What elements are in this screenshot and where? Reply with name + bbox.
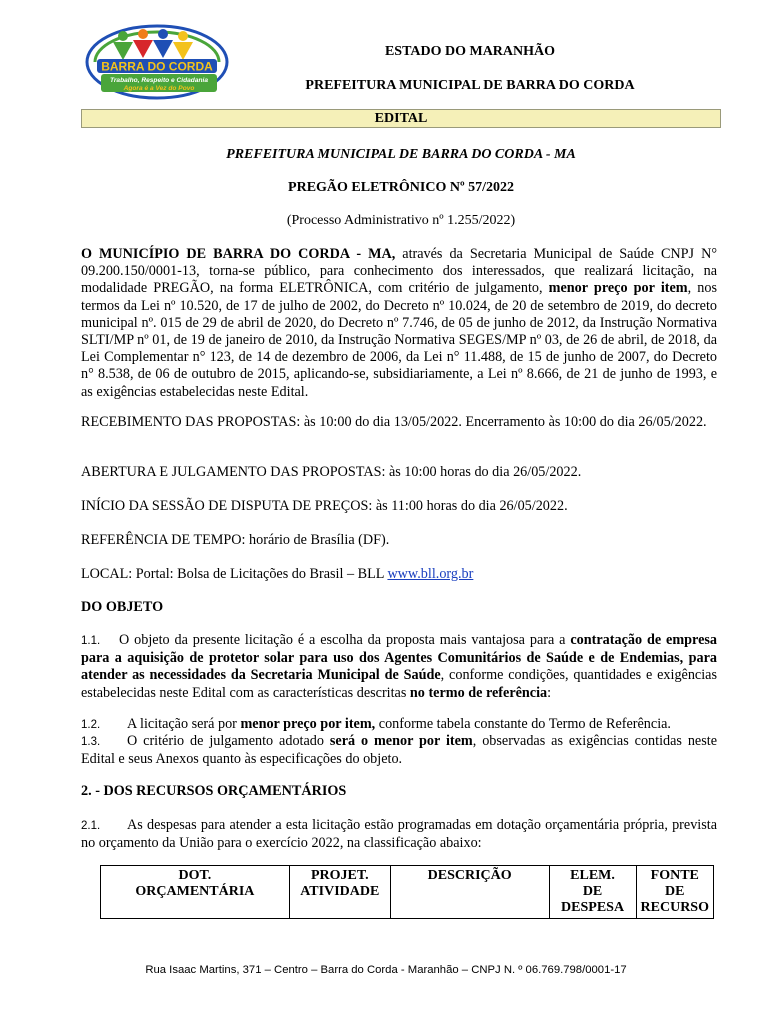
budget-heading: 2. - DOS RECURSOS ORÇAMENTÁRIOS [81,783,347,799]
bll-link[interactable]: www.bll.org.br [387,566,474,582]
object-heading: DO OBJETO [81,599,164,615]
opening-schedule: ABERTURA E JULGAMENTO DAS PROPOSTAS: às 10:00 horas do dia 26/05/2022. [81,464,582,480]
location-line [81,566,717,583]
intro-paragraph [81,246,717,401]
intro-bold-mid: menor preço por item [548,280,688,297]
logo-tagline-2: Agora é a Vez do Povo [123,85,195,92]
clause-number: 1.2. [81,719,101,731]
col-descricao: DESCRIÇÃO [390,866,549,919]
logo-tagline-1: Trabalho, Respeito e Cidadania [109,77,209,84]
pregao-number: PREGÃO ELETRÔNICO Nº 57/2022 [288,180,514,195]
clause-bold: menor preço por item, [240,716,376,732]
clause-text: , observadas as exigências contidas neste Edital e seus Anexos quanto às especificações do objeto. [81,733,717,768]
edital-banner: EDITAL [81,109,721,128]
receipt-schedule: RECEBIMENTO DAS PROPOSTAS: às 10:00 do dia 13/05/2022. Encerramento às 10:00 do dia 26/05/2022. [81,414,707,430]
time-reference: REFERÊNCIA DE TEMPO: horário de Brasília (DF). [81,532,390,548]
state-heading: ESTADO DO MARANHÃO [384,44,556,59]
clause-bold: no termo de referência [409,684,548,701]
clause-text: A licitação será por [127,716,241,732]
clause-1-2 [81,716,717,734]
location-text: LOCAL: Portal: Bolsa de Licitações do Brasil – BLL [81,566,388,582]
clause-1-1 [81,632,717,702]
clause-text: conforme tabela constante do Termo de Referência. [375,716,671,732]
col-elemento-despesa: ELEM. DE DESPESA [549,866,636,919]
clause-number: 1.1. [81,635,101,647]
budget-table [100,865,714,919]
clause-text: O critério de julgamento adotado [127,733,330,749]
clause-number: 2.1. [81,820,101,832]
process-number: (Processo Administrativo nº 1.255/2022) [286,213,516,228]
municipality-heading: PREFEITURA MUNICIPAL DE BARRA DO CORDA [305,78,635,93]
document-subtitle: PREFEITURA MUNICIPAL DE BARRA DO CORDA - MA [226,147,576,162]
clause-1-3 [81,733,717,768]
clause-2-1 [81,817,717,852]
col-fonte-recurso: FONTE DE RECURSO [636,866,713,919]
col-projeto-atividade: PROJET. ATIVIDADE [289,866,390,919]
page-footer: Rua Isaac Martins, 371 – Centro – Barra do Corda - Maranhão – CNPJ N. º 06.769.798/0001-17 [145,964,627,976]
col-dot-orcamentaria: DOT. ORÇAMENTÁRIA [101,866,290,919]
clause-bold: contratação de empresa para a aquisição de protetor solar para uso dos Agentes Comunitários de Saúde e de Endemias, para atender as necessidades da Secretaria Municipal de Saúde [81,632,717,684]
budget-table-header-row [101,866,714,919]
logo-name: BARRA DO CORDA [101,59,213,74]
prefeitura-logo [85,22,235,100]
clause-text: As despesas para atender a esta licitação estão programadas em dotação orçamentária própria, prevista no orçamento da União para o exercício 2022, na classificação abaixo: [81,817,717,852]
clause-bold: será o menor por item [329,733,473,749]
session-start: INÍCIO DA SESSÃO DE DISPUTA DE PREÇOS: às 11:00 horas do dia 26/05/2022. [81,498,568,514]
clause-text: O objeto da presente licitação é a escolha da proposta mais vantajosa para a [119,632,571,648]
clause-number: 1.3. [81,736,101,748]
clause-text: : [547,684,552,701]
intro-bold-start: O MUNICÍPIO DE BARRA DO CORDA - MA, [81,246,396,262]
intro-text-a: através da Secretaria Municipal de Saúde CNPJ N° 09.200.150/0001-13, torna-se público, para conhecimento dos interessados, que realizará licitação, na modalidade PREGÃO, na forma ELETRÔNICA, com critério de julgamento, [81,246,717,297]
intro-text-b: , nos termos da Lei nº 10.520, de 17 de julho de 2002, do Decreto nº 10.024, de 20 de setembro de 2019, do decreto municipal nº. 015 de 29 de abril de 2020, do Decreto nº 7.746, de 05 de junho de 2012, da Instrução Normativa SLTI/MP nº 01, de 19 de janeiro de 2010, da Instrução Normativa SEGES/MP nº 03, de 26 de abril, de 2018, da Lei Complementar n° 123, de 14 de dezembro de 2006, da Lei n° 11.488, de 15 de junho de 2007, do Decreto n° 8.538, de 06 de outubro de 2015, aplicando-se, subsidiariamente, a Lei nº 8.666, de 21 de junho de 1993, e as exigências estabelecidas neste Edital. [81,280,717,400]
clause-text: , conforme condições, quantidades e exigências estabelecidas neste Edital com as características descritas [81,667,717,701]
